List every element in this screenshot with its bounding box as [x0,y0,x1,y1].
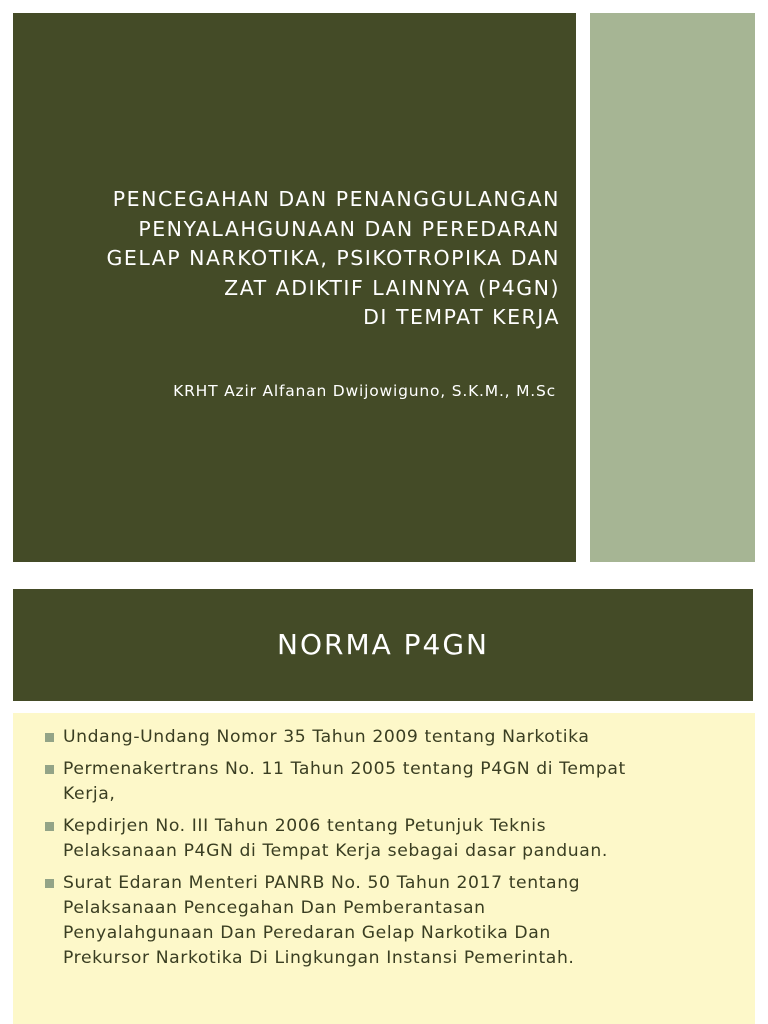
square-bullet-icon [45,822,54,831]
author-name: KRHT Azir Alfanan Dwijowiguno, S.K.M., M.Sc [173,382,556,400]
slide-title [20,185,560,333]
bullet-line: Surat Edaran Menteri PANRB No. 50 Tahun 2017 tentang [63,873,581,893]
bullet-list [45,725,735,978]
header-band [13,589,753,701]
bullet-line: Undang-Undang Nomor 35 Tahun 2009 tentang Narkotika [63,727,590,747]
slide-heading: NORMA P4GN [277,628,489,661]
bullet-line: Permenakertrans No. 11 Tahun 2005 tentang P4GN di Tempat [63,759,626,779]
list-item [45,725,735,750]
title-line: GELAP NARKOTIKA, PSIKOTROPIKA DAN [106,246,560,270]
bullet-line: Kerja, [63,784,116,804]
bullet-line: Pelaksanaan P4GN di Tempat Kerja sebagai dasar panduan. [63,841,608,861]
accent-panel [590,13,755,562]
content-panel [13,713,755,1024]
bullet-line: Prekursor Narkotika Di Lingkungan Instansi Pemerintah. [63,948,575,968]
title-line: PENCEGAHAN DAN PENANGGULANGAN [112,187,560,211]
bullet-line: Kepdirjen No. III Tahun 2006 tentang Petunjuk Teknis [63,816,547,836]
square-bullet-icon [45,733,54,742]
bullet-line: Pelaksanaan Pencegahan Dan Pemberantasan [63,898,486,918]
title-panel [13,13,576,562]
square-bullet-icon [45,879,54,888]
title-line: DI TEMPAT KERJA [363,305,560,329]
list-item [45,871,735,971]
list-item [45,757,735,807]
title-line: PENYALAHGUNAAN DAN PEREDARAN [138,216,560,241]
title-line: ZAT ADIKTIF LAINNYA (P4GN) [224,275,560,300]
list-item [45,814,735,864]
bullet-line: Penyalahgunaan Dan Peredaran Gelap Narkotika Dan [63,923,551,943]
square-bullet-icon [45,765,54,774]
